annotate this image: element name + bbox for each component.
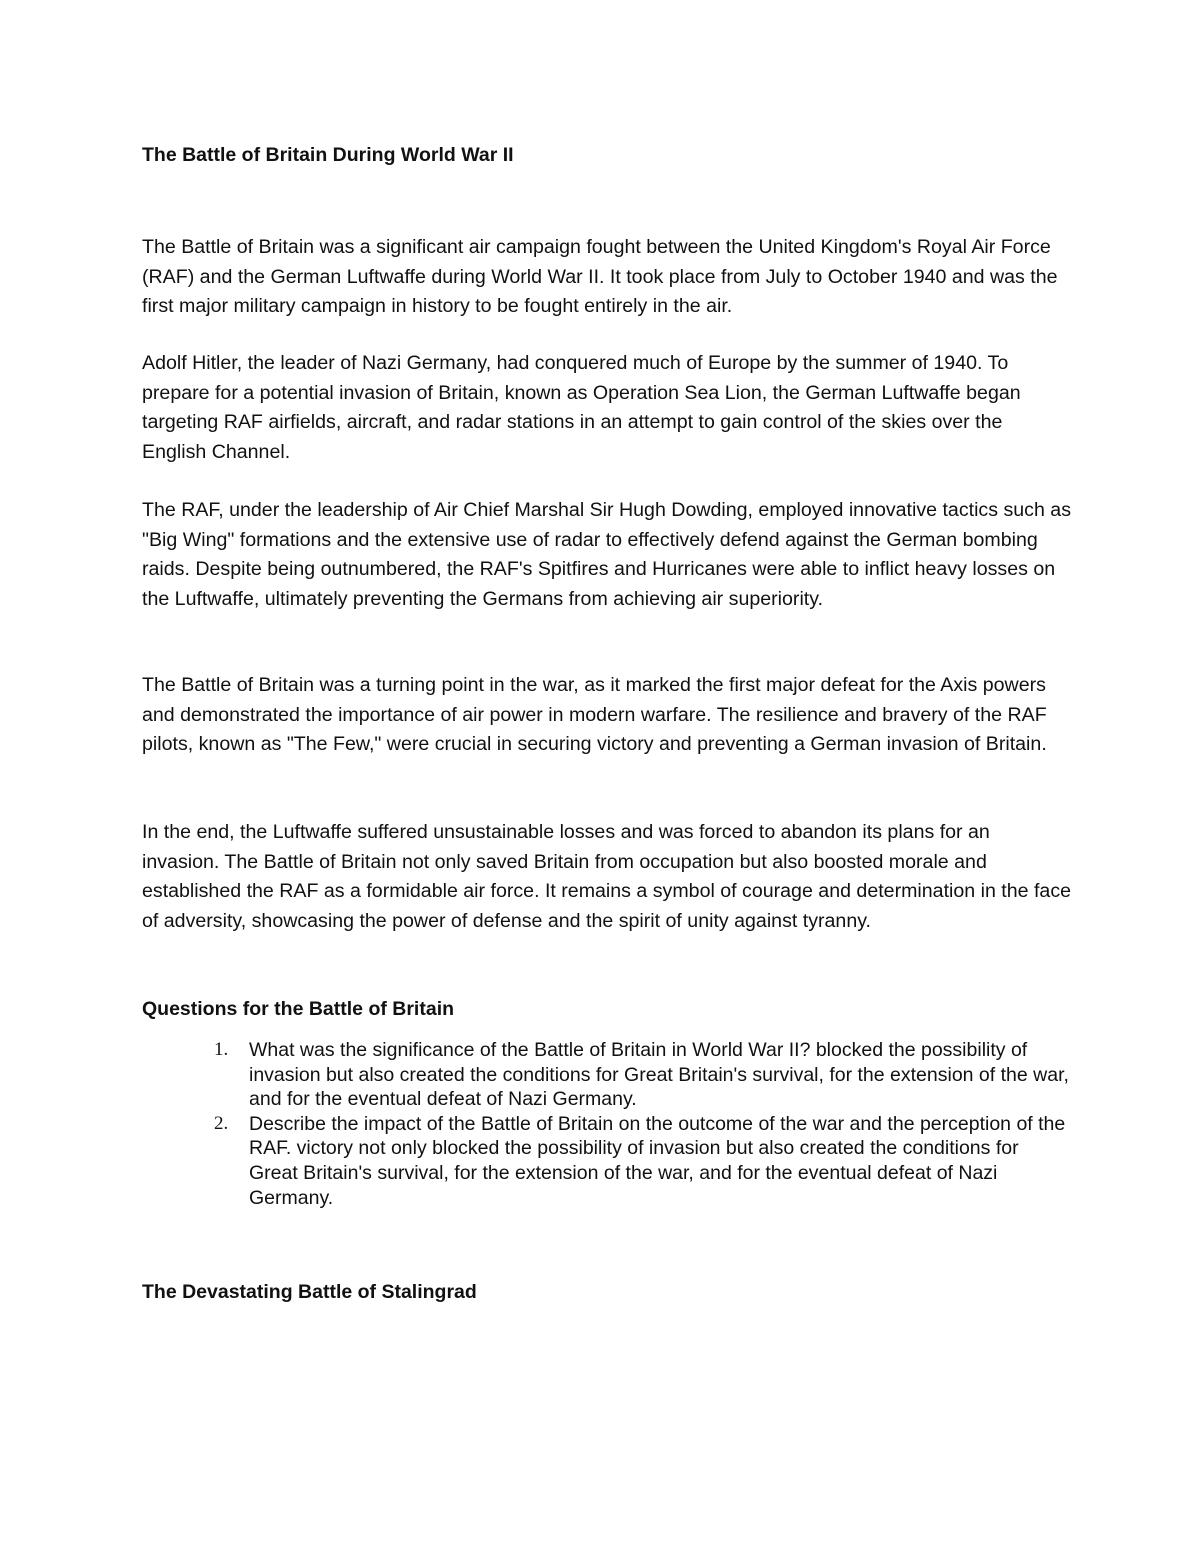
list-item-text: What was the significance of the Battle of Britain in World War II? blocked the possibility of invasion but also created the conditions for Great Britain's survival, for the extension of the war, and for the eventual defeat of Nazi Germany. bbox=[249, 1039, 1069, 1111]
questions-list bbox=[142, 1038, 1072, 1210]
list-item-text: Describe the impact of the Battle of Britain on the outcome of the war and the perception of the RAF. victory not only blocked the possibility of invasion but also created the conditions for Great Britain's survival, for the extension of the war, and for the eventual defeat of Nazi Germany. bbox=[249, 1112, 1066, 1209]
list-item-number: 2. bbox=[214, 1112, 229, 1134]
paragraph-conclusion: In the end, the Luftwaffe suffered unsustainable losses and was forced to abandon its plans for an invasion. The Battle of Britain not only saved Britain from occupation but also boosted morale and established the RAF as a formidable air force. It remains a symbol of courage and determination in the face of adversity, showcasing the power of defense and the spirit of unity against tyranny. bbox=[142, 821, 1072, 932]
paragraph-hitler: Adolf Hitler, the leader of Nazi Germany, had conquered much of Europe by the summer of 1940. To prepare for a potential invasion of Britain, known as Operation Sea Lion, the German Luftwaffe began targeting RAF airfields, aircraft, and radar stations in an attempt to gain control of the skies over the English Channel. bbox=[142, 352, 1021, 463]
document-title: The Battle of Britain During World War II bbox=[142, 144, 514, 166]
paragraph-intro: The Battle of Britain was a significant air campaign fought between the United Kingdom's Royal Air Force (RAF) and the German Luftwaffe during World War II. It took place from July to October 1940 and was the first major military campaign in history to be fought entirely in the air. bbox=[142, 236, 1058, 318]
list-item-number: 1. bbox=[214, 1039, 229, 1060]
list-item bbox=[142, 1112, 1072, 1210]
paragraph-raf: The RAF, under the leadership of Air Chief Marshal Sir Hugh Dowding, employed innovative tactics such as "Big Wing" formations and the extensive use of radar to effectively defend against the German bombing raids. Despite being outnumbered, the RAF's Spitfires and Hurricanes were able to inflict heavy losses on the Luftwaffe, ultimately preventing the Germans from achieving air superiority. bbox=[142, 499, 1071, 610]
questions-heading: Questions for the Battle of Britain bbox=[142, 998, 455, 1020]
next-section-heading: The Devastating Battle of Stalingrad bbox=[142, 1281, 477, 1303]
paragraph-turning-point: The Battle of Britain was a turning point in the war, as it marked the first major defeat for the Axis powers and demonstrated the importance of air power in modern warfare. The resilience and bravery of the RAF pilots, known as "The Few," were crucial in securing victory and preventing a German invasion of Britain. bbox=[142, 674, 1047, 756]
list-item bbox=[142, 1038, 1072, 1112]
